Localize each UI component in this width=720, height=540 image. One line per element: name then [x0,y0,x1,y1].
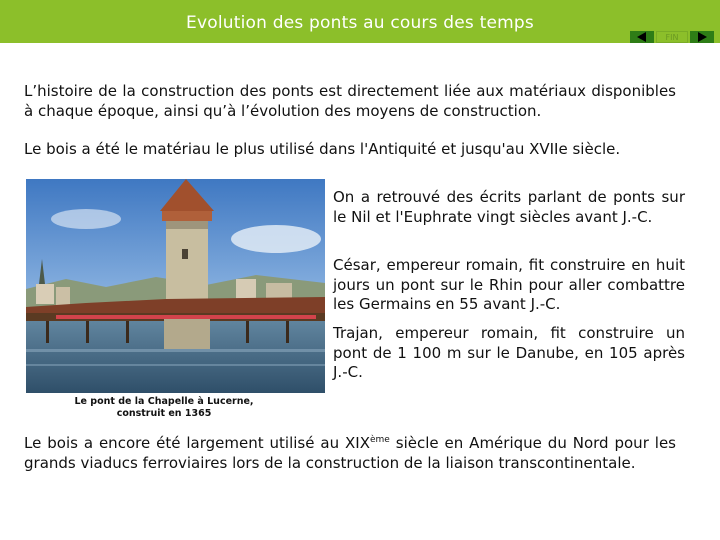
end-button[interactable]: FIN [656,31,688,43]
wood-intro-paragraph: Le bois a été le matériau le plus utilisé dans l'Antiquité et jusqu'au XVIIe siècle. [24,140,621,158]
fact-text: On a retrouvé des écrits parlant de ponts sur le Nil et l'Euphrate vingt siècles avant J.-C. [333,188,685,226]
previous-button[interactable] [630,31,654,43]
right-arrow-icon [698,32,707,42]
intro-paragraph: L’histoire de la construction des ponts est directement liée aux matériaux disponibles à chaque époque, ainsi qu’à l’évolution des moyens de construction. [24,82,676,120]
fact-text: Trajan, empereur romain, fit construire un pont de 1 100 m sur le Danube, en 105 après J.-C. [333,324,685,381]
fact-trajan [333,324,685,383]
caption-line-1: Le pont de la Chapelle à Lucerne, [74,396,254,407]
conclusion-text-start: Le bois a encore été largement utilisé au XIX [24,434,370,452]
bridge-photo [26,179,325,393]
conclusion-superscript: ème [369,435,390,445]
conclusion-text-end: siècle en Amérique du Nord pour les grands viaducs ferroviaires lors de la construction de la liaison transcontinentale. [24,434,676,472]
page-title: Evolution des ponts au cours des temps [186,13,534,33]
photo-caption [26,396,302,420]
fact-text: César, empereur romain, fit construire en huit jours un pont sur le Rhin pour aller combattre les Germains en 55 avant J.-C. [333,256,685,313]
next-button[interactable] [690,31,714,43]
left-arrow-icon [637,32,646,42]
conclusion-paragraph [24,434,676,473]
caption-line-2: construit en 1365 [116,408,212,419]
header-bar [0,0,720,43]
fact-caesar [333,256,685,315]
fact-nile [333,188,685,227]
